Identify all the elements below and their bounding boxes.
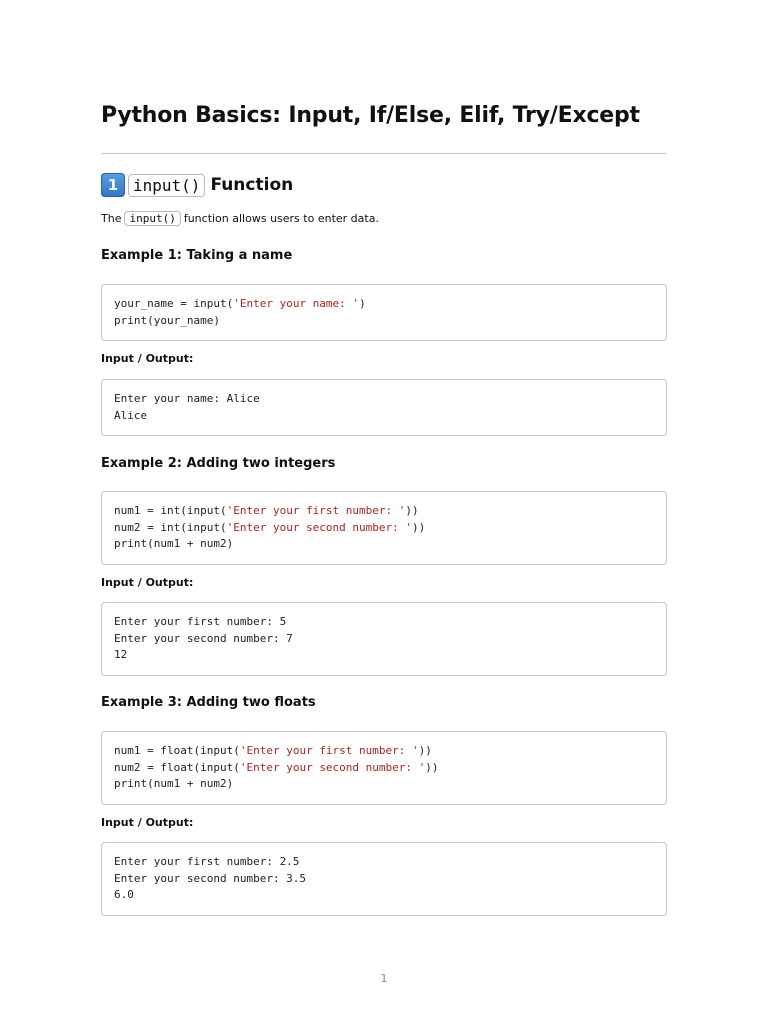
example-3-heading: Example 3: Adding two floats xyxy=(101,695,316,710)
code-line: num2 = int(input('Enter your second number: ')) xyxy=(114,520,426,534)
example-3-output-block xyxy=(101,842,667,916)
code-line: num1 = int(input('Enter your first number: ')) xyxy=(114,504,419,517)
example-2-output-block xyxy=(101,602,667,676)
intro-text-before: The xyxy=(101,212,122,225)
page-title: Python Basics: Input, If/Else, Elif, Try/Except xyxy=(101,103,640,128)
example-2-io-label: Input / Output: xyxy=(101,576,194,589)
section-heading xyxy=(101,171,293,199)
code-line: print(your_name) xyxy=(114,313,220,327)
intro-code-chip: input() xyxy=(124,211,180,226)
title-divider xyxy=(101,153,667,154)
code-line: print(num1 + num2) xyxy=(114,777,234,790)
output-line: Enter your first number: 5 xyxy=(114,615,287,628)
example-3-io-label: Input / Output: xyxy=(101,816,194,829)
heading-code-chip: input() xyxy=(128,174,205,197)
example-1-code-block xyxy=(101,284,667,341)
intro-paragraph xyxy=(101,211,379,226)
page-number: 1 xyxy=(380,972,388,985)
code-line: your_name = input('Enter your name: ') xyxy=(114,297,366,310)
example-1-io-label: Input / Output: xyxy=(101,352,194,365)
output-line: 12 xyxy=(114,648,128,661)
example-1-heading: Example 1: Taking a name xyxy=(101,248,293,263)
code-line: print(num1 + num2) xyxy=(114,537,234,550)
example-3-code-block xyxy=(101,731,667,805)
intro-text-after: function allows users to enter data. xyxy=(183,212,379,225)
output-line: Enter your second number: 3.5 xyxy=(114,871,307,885)
keycap-one-icon: 1 xyxy=(101,173,125,197)
code-line: num2 = float(input('Enter your second number: ')) xyxy=(114,760,439,774)
example-1-output-block xyxy=(101,379,667,436)
output-line: 6.0 xyxy=(114,888,134,901)
output-line: Enter your second number: 7 xyxy=(114,631,293,645)
output-line: Enter your name: Alice xyxy=(114,392,260,405)
code-line: num1 = float(input('Enter your first number: ')) xyxy=(114,744,432,757)
example-2-heading: Example 2: Adding two integers xyxy=(101,456,336,471)
example-2-code-block xyxy=(101,491,667,565)
heading-suffix: Function xyxy=(210,175,294,195)
output-line: Enter your first number: 2.5 xyxy=(114,855,300,868)
output-line: Alice xyxy=(114,408,148,422)
